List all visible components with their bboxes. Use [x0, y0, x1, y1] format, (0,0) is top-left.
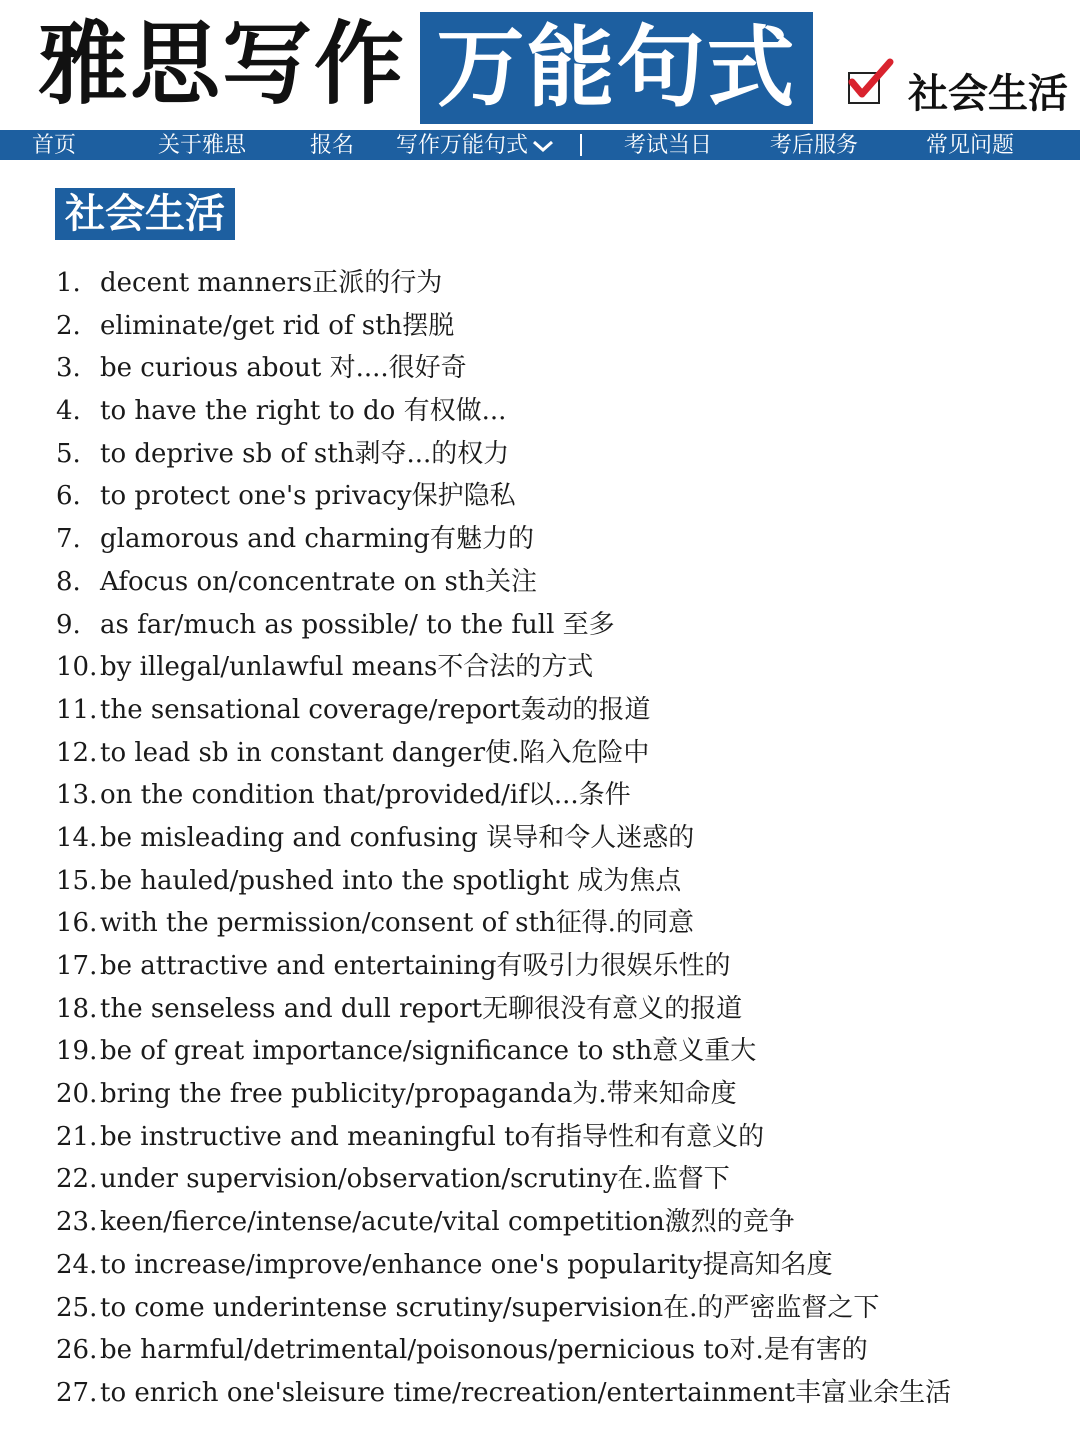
list-item — [56, 262, 1066, 305]
item-number: 8. — [56, 566, 81, 597]
list-item — [56, 433, 1066, 476]
item-text: to deprive sb of sth剥夺...的权力 — [100, 438, 510, 469]
list-item — [56, 817, 1066, 860]
item-number: 17. — [56, 951, 98, 981]
item-number: 10. — [56, 652, 98, 683]
item-number: 14. — [56, 822, 98, 853]
item-number: 18. — [56, 993, 98, 1024]
item-text: to lead sb in constant danger使.陷入危险中 — [100, 737, 650, 768]
list-item — [56, 1030, 1066, 1073]
nav-item-home[interactable]: 首页 — [32, 133, 77, 158]
nav-item-register[interactable]: 报名 — [310, 133, 355, 158]
item-number: 6. — [56, 481, 81, 512]
list-item — [56, 1158, 1066, 1201]
nav-item-exam-day[interactable]: 考试当日 — [624, 133, 713, 158]
list-item — [56, 689, 1066, 732]
section-title: 社会生活 — [65, 191, 225, 237]
item-number: 21. — [56, 1121, 98, 1152]
list-item — [56, 1116, 1066, 1159]
nav-item-writing-phrases[interactable] — [396, 130, 554, 160]
nav-item-post-exam[interactable]: 考后服务 — [770, 133, 859, 158]
item-number: 22. — [56, 1164, 98, 1195]
item-text: with the permission/consent of sth征得.的同意 — [100, 908, 694, 939]
item-text: under supervision/observation/scrutiny在.监督下 — [100, 1164, 730, 1195]
item-number: 23. — [56, 1207, 98, 1238]
list-item — [56, 561, 1066, 604]
list-item — [56, 732, 1066, 775]
item-text: bring the free publicity/propaganda为.带来知命度 — [100, 1079, 737, 1110]
list-item — [56, 347, 1066, 390]
item-text: on the condition that/provided/if以...条件 — [100, 780, 631, 811]
item-text: be hauled/pushed into the spotlight 成为焦点 — [100, 865, 682, 896]
item-number: 11. — [56, 694, 98, 725]
item-number: 15. — [56, 865, 98, 896]
item-number: 4. — [56, 396, 81, 427]
list-item — [56, 646, 1066, 689]
item-number: 26. — [56, 1335, 98, 1366]
item-text: be of great importance/significance to sth意义重大 — [100, 1036, 757, 1067]
item-number: 16. — [56, 908, 98, 939]
item-number: 5. — [56, 438, 81, 469]
item-number: 7. — [56, 524, 81, 555]
list-item — [56, 390, 1066, 433]
item-text: decent manners正派的行为 — [100, 268, 443, 298]
checkmark-icon — [848, 72, 880, 104]
list-item — [56, 518, 1066, 561]
item-number: 20. — [56, 1079, 98, 1110]
title-highlight-box — [420, 12, 813, 124]
nav-bar — [0, 130, 1080, 160]
category-tag: 社会生活 — [908, 71, 1068, 117]
item-text: eliminate/get rid of sth摆脱 — [100, 310, 455, 341]
item-text: be instructive and meaningful to有指导性和有意义的 — [100, 1121, 765, 1152]
phrase-list — [56, 262, 1066, 1415]
item-text: to protect one's privacy保护隐私 — [100, 481, 516, 512]
item-number: 9. — [56, 609, 81, 640]
list-item — [56, 604, 1066, 647]
list-item — [56, 988, 1066, 1031]
title-right: 万能句式 — [436, 16, 797, 119]
list-item — [56, 945, 1066, 988]
item-text: the senseless and dull report无聊很没有意义的报道 — [100, 993, 743, 1024]
list-item — [56, 774, 1066, 817]
item-number: 24. — [56, 1249, 98, 1280]
list-item — [56, 860, 1066, 903]
item-text: to come underintense scrutiny/supervision在.的严密监督之下 — [100, 1292, 880, 1323]
item-text: to enrich one'sleisure time/recreation/entertainment丰富业余生活 — [100, 1377, 952, 1408]
list-item — [56, 475, 1066, 518]
item-text: glamorous and charming有魅力的 — [100, 524, 534, 555]
list-item — [56, 902, 1066, 945]
item-number: 2. — [56, 310, 81, 341]
item-number: 1. — [56, 268, 81, 298]
chevron-down-icon — [532, 139, 554, 153]
item-number: 27. — [56, 1377, 98, 1408]
item-text: as far/much as possible/ to the full 至多 — [100, 609, 615, 640]
item-number: 19. — [56, 1036, 98, 1067]
list-item — [56, 1201, 1066, 1244]
item-text: to increase/improve/enhance one's popularity提高知名度 — [100, 1249, 833, 1280]
list-item — [56, 1372, 1066, 1415]
item-text: to have the right to do 有权做... — [100, 396, 507, 427]
item-text: be misleading and confusing 误导和令人迷惑的 — [100, 822, 695, 853]
item-text: be attractive and entertaining有吸引力很娱乐性的 — [100, 951, 731, 981]
nav-item-about-ielts[interactable]: 关于雅思 — [158, 133, 247, 158]
nav-item-writing-phrases-label: 写作万能句式 — [396, 133, 529, 158]
item-text: by illegal/unlawful means不合法的方式 — [100, 652, 594, 683]
list-item — [56, 1244, 1066, 1287]
item-number: 12. — [56, 737, 98, 768]
list-item — [56, 1287, 1066, 1330]
nav-divider — [580, 134, 582, 156]
list-item — [56, 1329, 1066, 1372]
item-text: be curious about 对....很好奇 — [100, 353, 467, 384]
page-header — [0, 0, 1080, 130]
item-number: 25. — [56, 1292, 98, 1323]
title-left: 雅思写作 — [38, 12, 406, 117]
item-text: the sensational coverage/report轰动的报道 — [100, 694, 651, 725]
item-number: 3. — [56, 353, 81, 384]
item-text: keen/fierce/intense/acute/vital competition激烈的竞争 — [100, 1207, 795, 1238]
list-item — [56, 305, 1066, 348]
item-text: Afocus on/concentrate on sth关注 — [100, 566, 537, 597]
nav-item-faq[interactable]: 常见问题 — [926, 133, 1015, 158]
item-number: 13. — [56, 780, 98, 811]
item-text: be harmful/detrimental/poisonous/pernicious to对.是有害的 — [100, 1335, 868, 1366]
section-badge — [55, 188, 235, 240]
list-item — [56, 1073, 1066, 1116]
